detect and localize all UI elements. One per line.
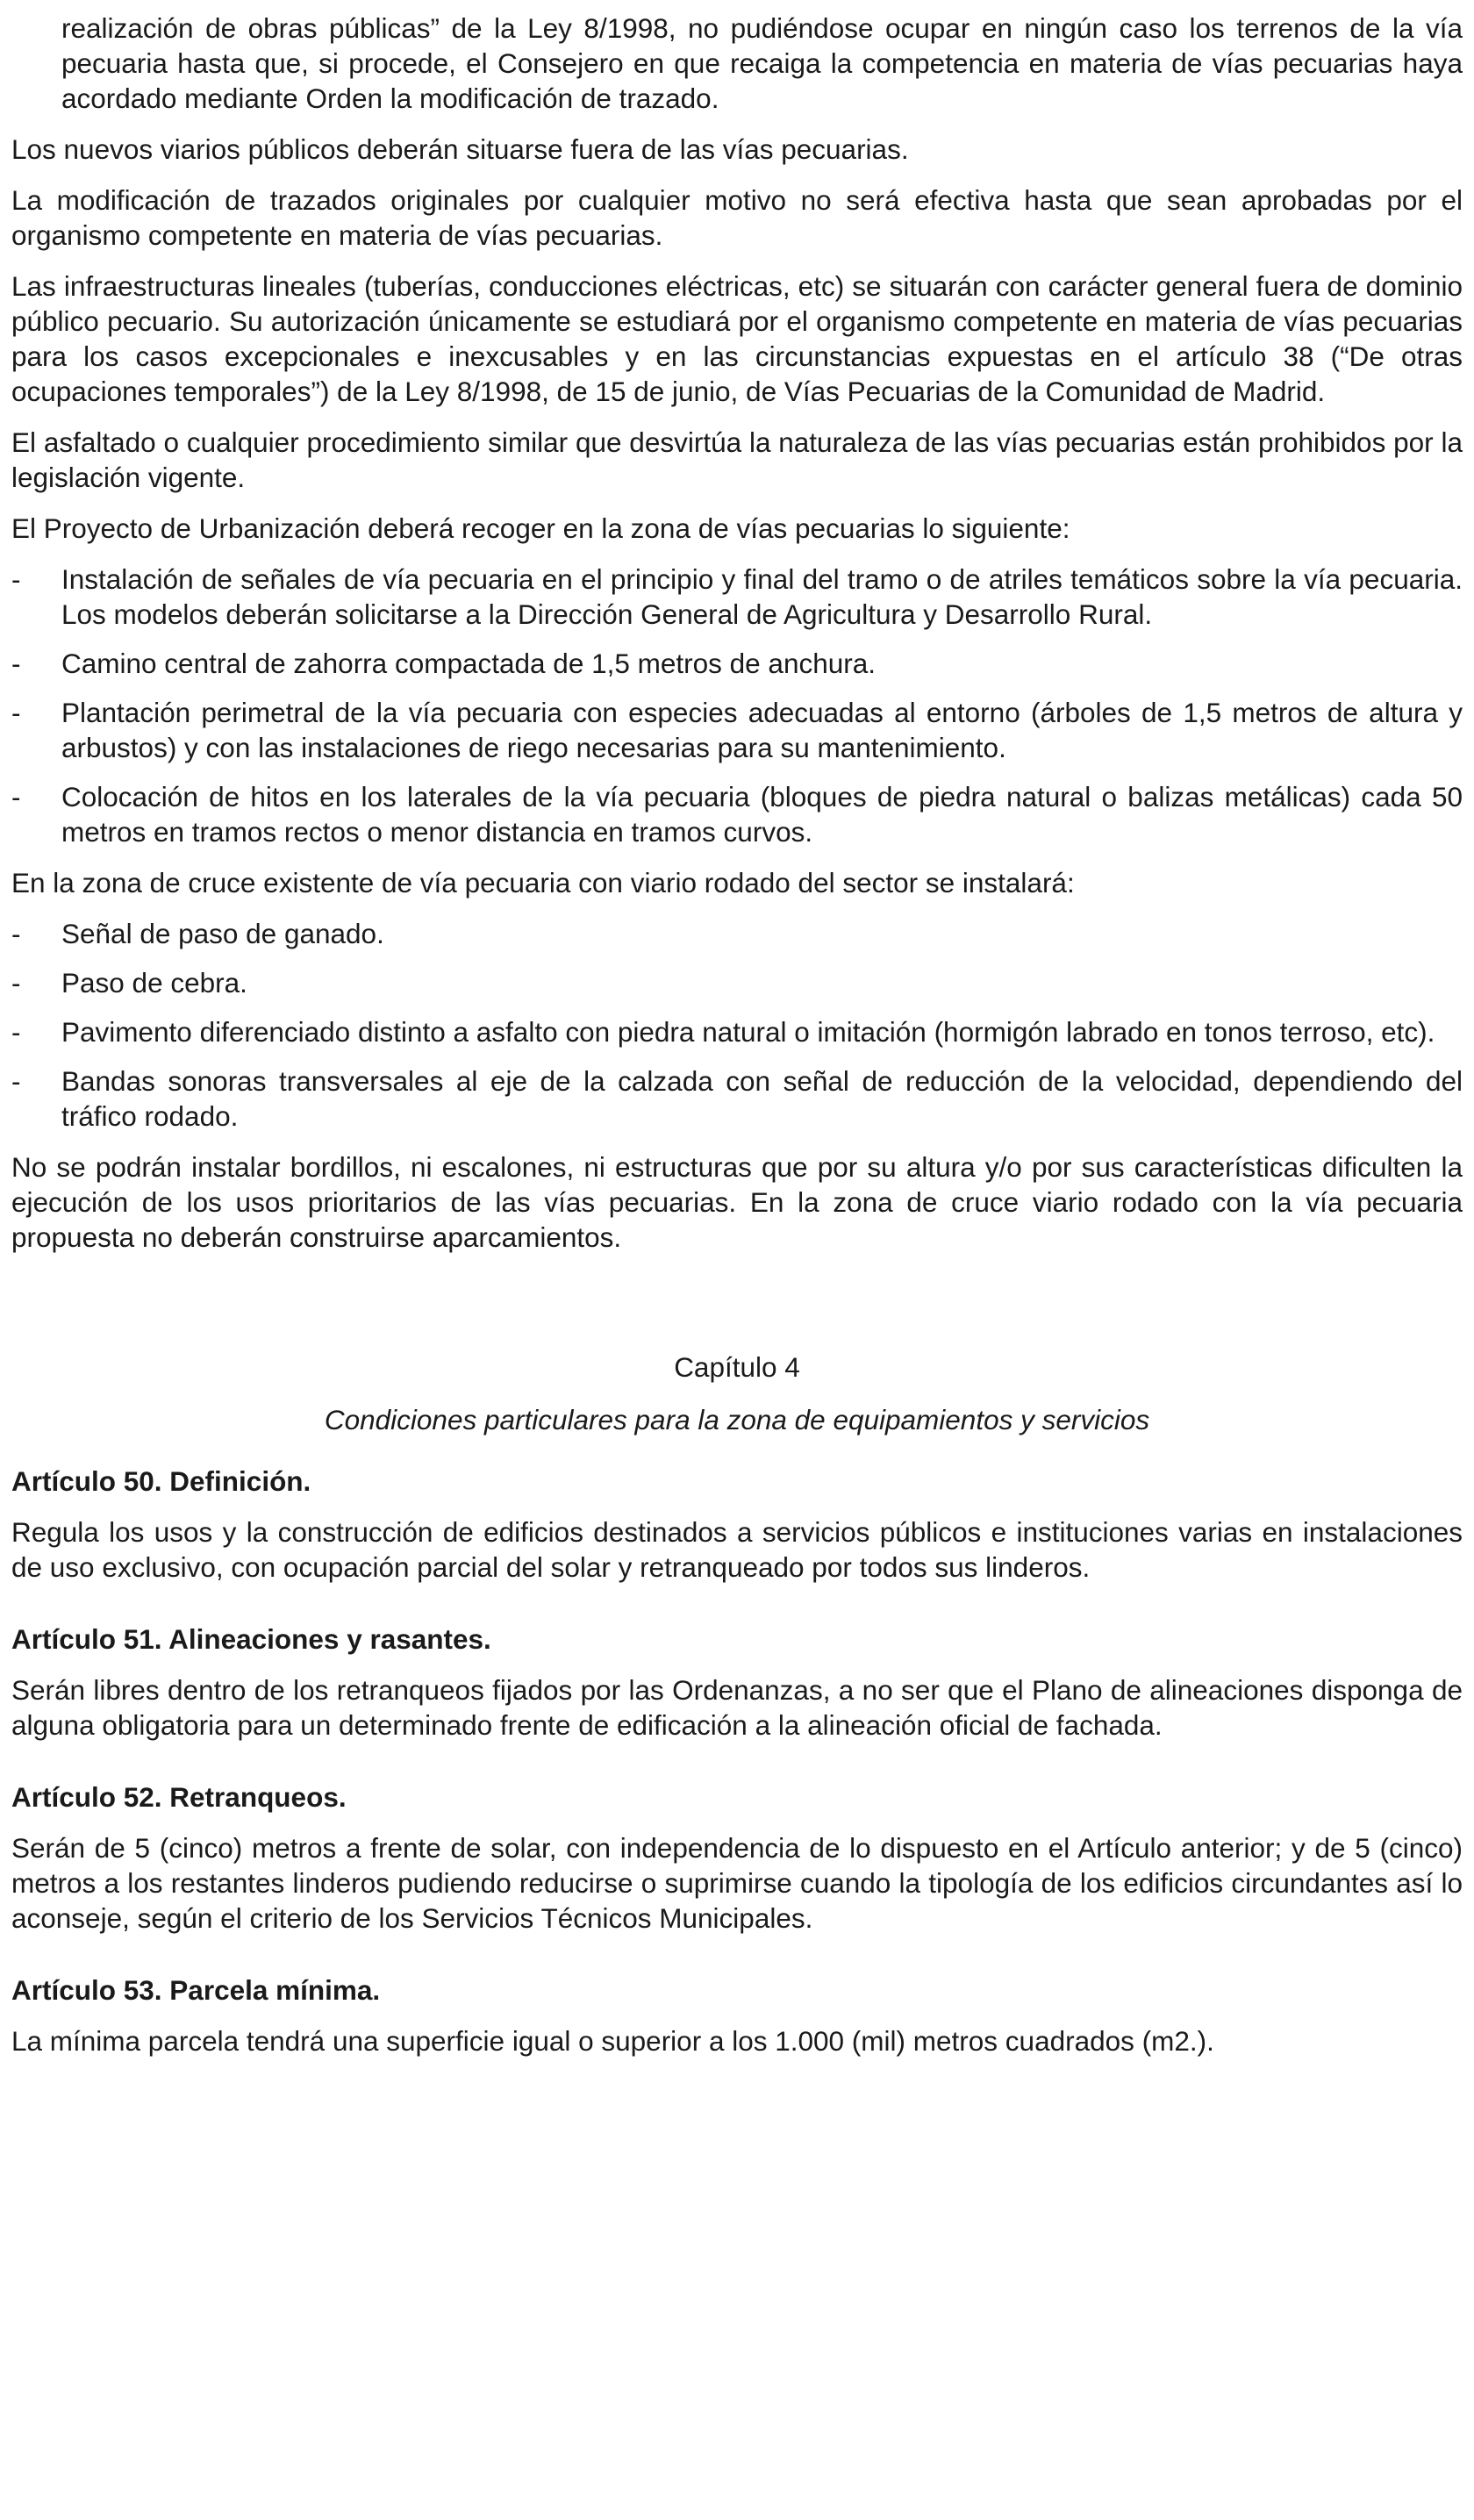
paragraph-urbanization-project: El Proyecto de Urbanización deberá recoger en la zona de vías pecuarias lo siguiente:: [11, 512, 1070, 544]
list-item: [11, 562, 1463, 632]
list-item: [11, 695, 1463, 765]
list-item-text: Colocación de hitos en los laterales de la vía pecuaria (bloques de piedra natural o balizas metálicas) cada 50 metros en tramos rectos o menor distancia en tramos curvos.: [61, 781, 1463, 848]
urbanization-requirements-list: [11, 562, 1463, 849]
list-marker: -: [11, 967, 21, 999]
article-51-body: Serán libres dentro de los retranqueos fijados por las Ordenanzas, a no ser que el Plano de alineaciones disponga de alguna obligatoria para un determinado frente de edificación a la alineación oficial de fachada.: [11, 1674, 1463, 1741]
list-marker: -: [11, 697, 21, 728]
list-marker: -: [11, 781, 21, 813]
list-item: [11, 646, 1463, 681]
paragraph-linear-infrastructure: Las infraestructuras lineales (tuberías, conducciones eléctricas, etc) se situarán con carácter general fuera de dominio público pecuario. Su autorización únicamente se estudiará por el organismo competente en materia de vías pecuarias para los casos excepcionales e inexcusables y en las circunstancias expuestas en el artículo 38 (“De otras ocupaciones temporales”) de la Ley 8/1998, de 15 de junio, de Vías Pecuarias de la Comunidad de Madrid.: [11, 270, 1463, 407]
chapter-spacer: [11, 1271, 1463, 1349]
list-item-text: Bandas sonoras transversales al eje de la calzada con señal de reducción de la velocidad, dependiendo del tráfico rodado.: [61, 1065, 1463, 1132]
article-50-body: Regula los usos y la construcción de edificios destinados a servicios públicos e instituciones varias en instalaciones de uso exclusivo, con ocupación parcial del solar y retranqueado por todos sus linderos.: [11, 1516, 1463, 1583]
article-51-heading: Artículo 51. Alineaciones y rasantes.: [11, 1623, 491, 1655]
list-marker: -: [11, 1016, 21, 1048]
list-item: [11, 1014, 1463, 1049]
list-item: [11, 916, 1463, 951]
article-52-body: Serán de 5 (cinco) metros a frente de solar, con independencia de lo dispuesto en el Artículo anterior; y de 5 (cinco) metros a los restantes linderos pudiendo reducirse o suprimirse cuando la tipología de los edificios circundantes así lo aconseje, según el criterio de los Servicios Técnicos Municipales.: [11, 1832, 1463, 1934]
list-marker: -: [11, 563, 21, 595]
list-marker: -: [11, 1065, 21, 1097]
list-marker: -: [11, 648, 21, 679]
crossing-requirements-list: [11, 916, 1463, 1134]
list-item: [11, 779, 1463, 849]
chapter-subtitle: Condiciones particulares para la zona de equipamientos y servicios: [324, 1404, 1150, 1435]
list-item: [11, 965, 1463, 1000]
article-52-heading: Artículo 52. Retranqueos.: [11, 1781, 347, 1813]
paragraph-crossing-intro: En la zona de cruce existente de vía pecuaria con viario rodado del sector se instalará:: [11, 867, 1075, 898]
list-item: [11, 1063, 1463, 1134]
list-marker: -: [11, 918, 21, 949]
list-item-text: Instalación de señales de vía pecuaria en el principio y final del tramo o de atriles temáticos sobre la vía pecuaria. Los modelos deberán solicitarse a la Dirección General de Agricultura y Desarrollo Rural.: [61, 563, 1463, 630]
paragraph-closing: No se podrán instalar bordillos, ni escalones, ni estructuras que por su altura y/o por sus características dificulten la ejecución de los usos prioritarios de las vías pecuarias. En la zona de cruce viario rodado con la vía pecuaria propuesta no deberán construirse aparcamientos.: [11, 1151, 1463, 1253]
chapter-title: Capítulo 4: [674, 1351, 800, 1383]
list-item-text: Señal de paso de ganado.: [61, 918, 384, 949]
list-item-text: Camino central de zahorra compactada de 1,5 metros de anchura.: [61, 648, 877, 679]
article-53-heading: Artículo 53. Parcela mínima.: [11, 1974, 381, 2006]
continuation-paragraph: realización de obras públicas” de la Ley 8/1998, no pudiéndose ocupar en ningún caso los terrenos de la vía pecuaria hasta que, si procede, el Consejero en que recaiga la competencia en materia de vías pecuarias haya acordado mediante Orden la modificación de trazado.: [61, 12, 1463, 114]
paragraph-new-roads: Los nuevos viarios públicos deberán situarse fuera de las vías pecuarias.: [11, 133, 909, 165]
list-item-text: Paso de cebra.: [61, 967, 247, 999]
article-53-body: La mínima parcela tendrá una superficie igual o superior a los 1.000 (mil) metros cuadrados (m2.).: [11, 2025, 1214, 2057]
list-item-text: Pavimento diferenciado distinto a asfalto con piedra natural o imitación (hormigón labrado en tonos terroso, etc).: [61, 1016, 1435, 1048]
paragraph-asphalt: El asfaltado o cualquier procedimiento similar que desvirtúa la naturaleza de las vías pecuarias están prohibidos por la legislación vigente.: [11, 426, 1463, 493]
article-50-heading: Artículo 50. Definición.: [11, 1465, 311, 1497]
list-item-text: Plantación perimetral de la vía pecuaria con especies adecuadas al entorno (árboles de 1,5 metros de altura y arbustos) y con las instalaciones de riego necesarias para su mantenimiento.: [61, 697, 1463, 763]
paragraph-route-modification: La modificación de trazados originales por cualquier motivo no será efectiva hasta que sean aprobadas por el organismo competente en materia de vías pecuarias.: [11, 184, 1463, 251]
